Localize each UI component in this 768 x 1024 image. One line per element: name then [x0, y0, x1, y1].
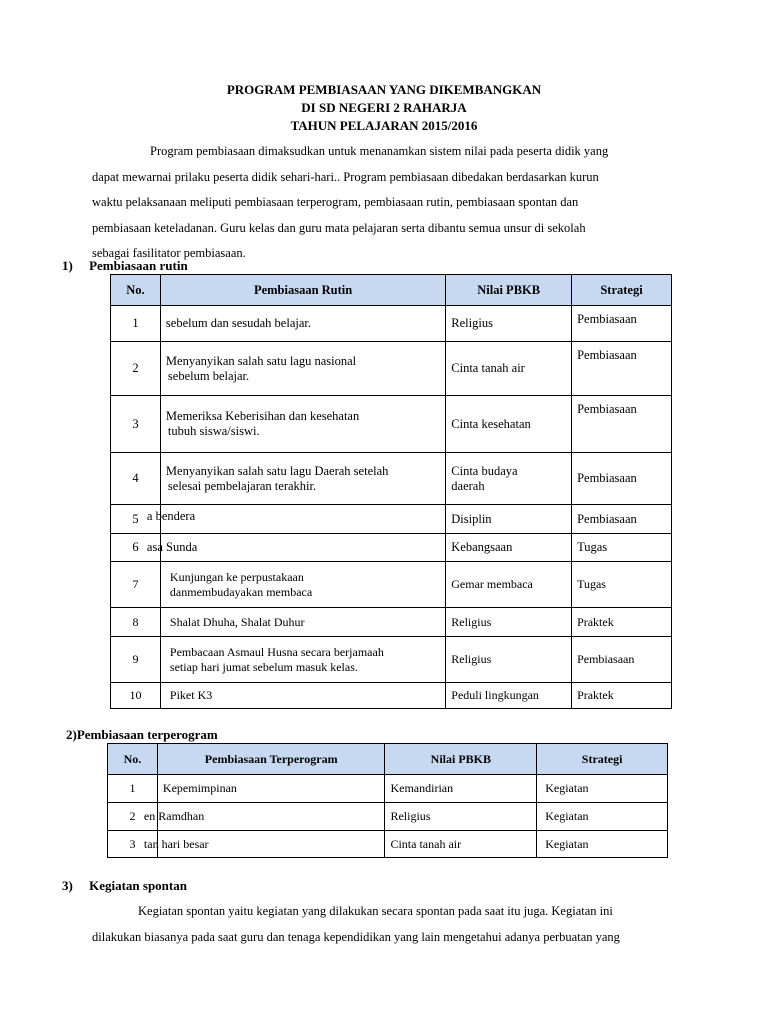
- row-no: 6: [111, 534, 161, 562]
- row-no: 5: [111, 505, 161, 534]
- table-row: [111, 562, 672, 608]
- table-row: [111, 453, 672, 505]
- row-strategi: Pembiasaan: [572, 306, 672, 342]
- header-nilai: Nilai PBKB: [385, 744, 537, 775]
- row-no: 9: [111, 637, 161, 683]
- row-strategi: Tugas: [572, 562, 672, 608]
- spontan-paragraph: [92, 899, 678, 950]
- row-nilai: Religius: [446, 637, 572, 683]
- row-nilai: Cinta kesehatan: [446, 396, 572, 453]
- table-row: [111, 683, 672, 709]
- row-activity: Shalat Dhuha, Shalat Duhur: [160, 608, 445, 637]
- intro-line-5: sebagai fasilitator pembiasaan.: [92, 246, 246, 260]
- intro-line-1: Program pembiasaan dimaksudkan untuk menanamkan sistem nilai pada peserta didik yang: [150, 144, 609, 158]
- row-activity: sebelum dan sesudah belajar.: [160, 306, 445, 342]
- header-strategi: Strategi: [572, 275, 672, 306]
- table-row: [111, 608, 672, 637]
- section2-heading: 2)Pembiasaan terperogram: [66, 727, 218, 742]
- row-activity: Menyanyikan salah satu lagu Daerah setelah selesai pembelajaran terakhir.: [160, 453, 445, 505]
- table-row: [111, 396, 672, 453]
- row-nilai: Religius: [385, 803, 537, 831]
- row-nilai: Kemandirian: [385, 775, 537, 803]
- row-nilai: Cinta budaya daerah: [446, 453, 572, 505]
- row-activity: Piket K3: [160, 683, 445, 709]
- table-header-row: [111, 275, 672, 306]
- row-nilai: Disiplin: [446, 505, 572, 534]
- row-strategi: Pembiasaan: [572, 637, 672, 683]
- row-no: 3: [111, 396, 161, 453]
- section1-heading: 1) Pembiasaan rutin: [62, 258, 188, 273]
- row-nilai: Kebangsaan: [446, 534, 572, 562]
- doc-title-line3: TAHUN PELAJARAN 2015/2016: [290, 118, 478, 133]
- row-no: 7: [111, 562, 161, 608]
- header-pembiasaan: Pembiasaan Rutin: [160, 275, 445, 306]
- table-row: [111, 534, 672, 562]
- header-no: No.: [108, 744, 158, 775]
- header-strategi: Strategi: [537, 744, 668, 775]
- row-activity: en Ramdhan: [157, 803, 385, 831]
- table-row: [111, 306, 672, 342]
- header-pembiasaan: Pembiasaan Terperogram: [157, 744, 385, 775]
- row-no: 4: [111, 453, 161, 505]
- doc-title-line2: DI SD NEGERI 2 RAHARJA: [301, 100, 467, 115]
- row-strategi: Kegiatan: [537, 775, 668, 803]
- row-no: 3: [108, 831, 158, 858]
- row-strategi: Kegiatan: [537, 831, 668, 858]
- table-pembiasaan-terprogram: [107, 743, 668, 858]
- row-no: 1: [108, 775, 158, 803]
- row-strategi: Kegiatan: [537, 803, 668, 831]
- row-no: 1: [111, 306, 161, 342]
- intro-line-2: dapat mewarnai prilaku peserta didik sehari-hari.. Program pembiasaan dibedakan berdasarkan kurun: [92, 169, 599, 184]
- table-row: [108, 803, 668, 831]
- row-activity: a bendera: [160, 505, 445, 534]
- row-no: 2: [108, 803, 158, 831]
- row-nilai: Cinta tanah air: [446, 342, 572, 396]
- doc-title-line1: PROGRAM PEMBIASAAN YANG DIKEMBANGKAN: [226, 82, 542, 97]
- row-activity: Kunjungan ke perpustakaan danmembudayakan membaca: [160, 562, 445, 608]
- row-strategi: Pembiasaan: [572, 342, 672, 396]
- row-strategi: Praktek: [572, 608, 672, 637]
- row-nilai: Gemar membaca: [446, 562, 572, 608]
- row-no: 8: [111, 608, 161, 637]
- table-row: [111, 342, 672, 396]
- section3-heading: 3) Kegiatan spontan: [62, 878, 187, 893]
- row-nilai: Peduli lingkungan: [446, 683, 572, 709]
- row-no: 10: [111, 683, 161, 709]
- intro-line-3: waktu pelaksanaan meliputi pembiasaan terperogram, pembiasaan rutin, pembiasaan spontan dan: [92, 195, 579, 209]
- row-activity: asa Sunda: [160, 534, 445, 562]
- header-no: No.: [111, 275, 161, 306]
- row-no: 2: [111, 342, 161, 396]
- intro-line-4: pembiasaan keteladanan. Guru kelas dan guru mata pelajaran serta dibantu semua unsur di sekolah: [92, 220, 586, 235]
- row-activity: Pembacaan Asmaul Husna secara berjamaah setiap hari jumat sebelum masuk kelas.: [160, 637, 445, 683]
- row-nilai: Cinta tanah air: [385, 831, 537, 858]
- table-header-row: [108, 744, 668, 775]
- row-strategi: Pembiasaan: [572, 505, 672, 534]
- row-strategi: Pembiasaan: [572, 453, 672, 505]
- row-activity: tan hari besar: [157, 831, 385, 858]
- row-activity: Menyanyikan salah satu lagu nasional sebelum belajar.: [160, 342, 445, 396]
- row-strategi: Praktek: [572, 683, 672, 709]
- spontan-line-1: Kegiatan spontan yaitu kegiatan yang dilakukan secara spontan pada saat itu juga. Kegiatan ini: [138, 904, 613, 918]
- row-nilai: Religius: [446, 306, 572, 342]
- header-nilai: Nilai PBKB: [446, 275, 572, 306]
- table-row: [111, 637, 672, 683]
- spontan-line-2: dilakukan biasanya pada saat guru dan tenaga kependidikan yang lain mengetahui adanya perbuatan yang: [92, 929, 620, 944]
- row-activity: Memeriksa Keberisihan dan kesehatan tubuh siswa/siswi.: [160, 396, 445, 453]
- table-row: [108, 831, 668, 858]
- row-activity: Kepemimpinan: [157, 775, 385, 803]
- table-row: [111, 505, 672, 534]
- intro-paragraph: [92, 139, 678, 267]
- row-strategi: Pembiasaan: [572, 396, 672, 453]
- table-row: [108, 775, 668, 803]
- table-pembiasaan-rutin: [110, 274, 672, 709]
- row-nilai: Religius: [446, 608, 572, 637]
- row-strategi: Tugas: [572, 534, 672, 562]
